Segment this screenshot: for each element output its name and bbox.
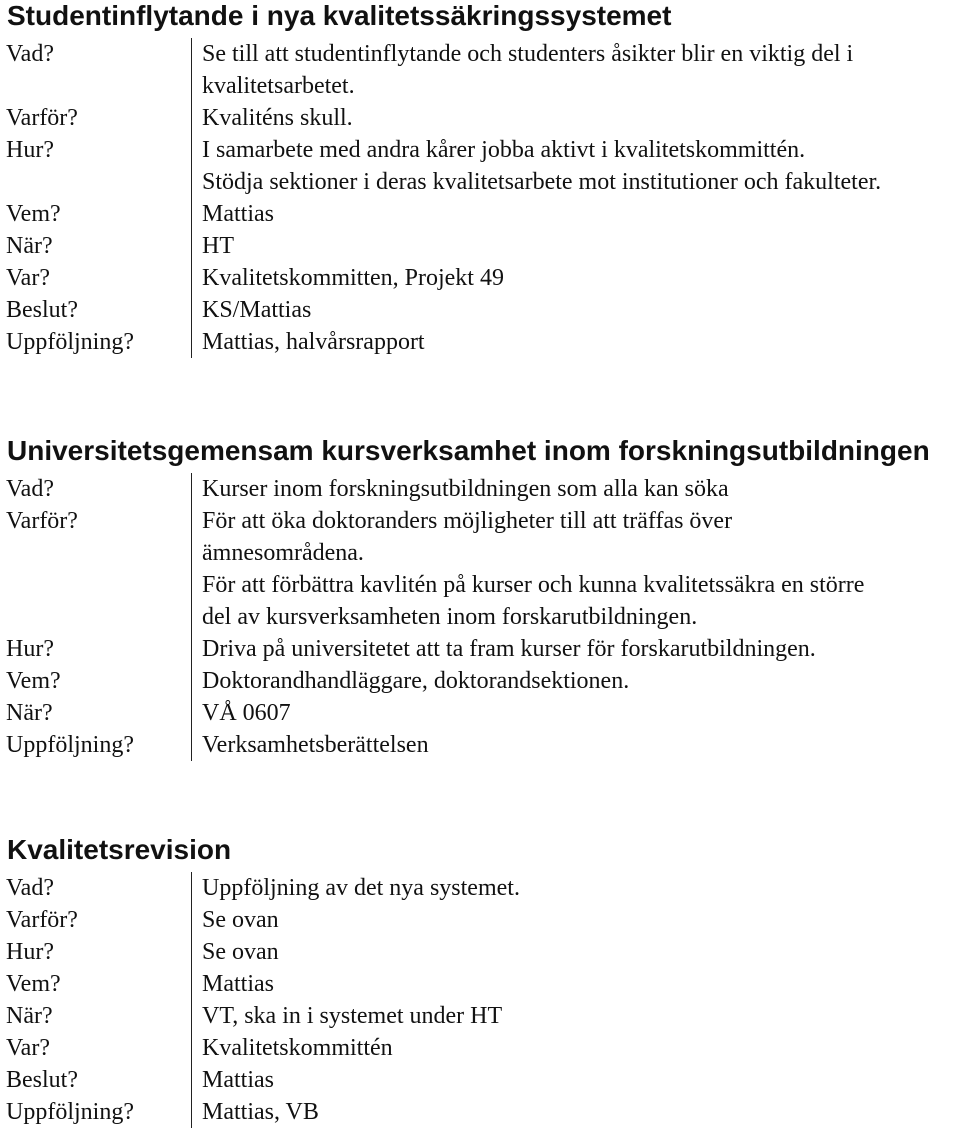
question-list: [0, 38, 960, 358]
value-line: VÅ 0607: [202, 700, 291, 726]
section-kvalitetsrevision: [0, 834, 960, 1128]
row-nar: [0, 230, 960, 262]
row-label: Beslut?: [6, 297, 78, 323]
value-line: Mattias, halvårsrapport: [202, 329, 425, 355]
row-vad: [0, 872, 960, 904]
value-line: Driva på universitetet att ta fram kurser för forskarutbildningen.: [202, 636, 816, 662]
row-label: Hur?: [6, 939, 54, 965]
row-label: När?: [6, 700, 53, 726]
row-value: [191, 1064, 960, 1096]
value-line: Se ovan: [202, 907, 279, 933]
row-label: När?: [6, 233, 53, 259]
section-title: Kvalitetsrevision: [7, 834, 232, 865]
row-hur: [0, 134, 960, 198]
section-studentinflytande: [0, 0, 960, 358]
row-value: [191, 38, 960, 102]
row-value: [191, 665, 960, 697]
row-value: [191, 294, 960, 326]
row-label: Hur?: [6, 636, 54, 662]
row-var: [0, 1032, 960, 1064]
row-label: Uppföljning?: [6, 329, 134, 355]
row-hur: [0, 936, 960, 968]
section-kursverksamhet: [0, 435, 960, 761]
row-value: [191, 1096, 960, 1128]
row-value: [191, 968, 960, 1000]
value-line: ämnesområdena.: [202, 540, 364, 566]
value-line: VT, ska in i systemet under HT: [202, 1003, 503, 1029]
row-label: Vem?: [6, 971, 61, 997]
row-value: [191, 1032, 960, 1064]
section-title: Studentinflytande i nya kvalitetssäkringssystemet: [7, 0, 672, 31]
row-label: Var?: [6, 265, 50, 291]
value-line: Kvaliténs skull.: [202, 105, 353, 131]
value-line: Verksamhetsberättelsen: [202, 732, 429, 758]
row-value: [191, 633, 960, 665]
value-line: Mattias: [202, 971, 274, 997]
value-line: Kvalitetskommittén: [202, 1035, 393, 1061]
value-line: Mattias: [202, 201, 274, 227]
row-value: [191, 262, 960, 294]
row-hur: [0, 633, 960, 665]
question-list: [0, 473, 960, 761]
row-vem: [0, 198, 960, 230]
value-line: Kurser inom forskningsutbildningen som alla kan söka: [202, 476, 729, 502]
row-value: [191, 473, 960, 505]
row-label: Uppföljning?: [6, 732, 134, 758]
row-label: Vad?: [6, 41, 54, 67]
row-label: När?: [6, 1003, 53, 1029]
row-label: Varför?: [6, 907, 78, 933]
row-nar: [0, 1000, 960, 1032]
row-label: Vem?: [6, 668, 61, 694]
value-line: HT: [202, 233, 234, 259]
row-label: Vad?: [6, 875, 54, 901]
value-line: Stödja sektioner i deras kvalitetsarbete mot institutioner och fakulteter.: [202, 169, 882, 195]
value-line: KS/Mattias: [202, 297, 312, 323]
row-vad: [0, 473, 960, 505]
row-beslut: [0, 1064, 960, 1096]
row-var: [0, 262, 960, 294]
question-list: [0, 872, 960, 1128]
row-varfor: [0, 102, 960, 134]
row-value: [191, 198, 960, 230]
row-label: Varför?: [6, 508, 78, 534]
row-value: [191, 697, 960, 729]
row-value: [191, 102, 960, 134]
row-value: [191, 729, 960, 761]
row-nar: [0, 697, 960, 729]
row-uppfoljning: [0, 729, 960, 761]
row-vem: [0, 665, 960, 697]
row-value: [191, 134, 960, 198]
section-title: Universitetsgemensam kursverksamhet inom forskningsutbildningen: [7, 435, 930, 466]
value-line: För att öka doktoranders möjligheter till att träffas över: [202, 508, 733, 534]
row-label: Beslut?: [6, 1067, 78, 1093]
row-vad: [0, 38, 960, 102]
value-line: För att förbättra kavlitén på kurser och kunna kvalitetssäkra en större: [202, 572, 865, 598]
row-varfor: [0, 505, 960, 633]
row-label: Vad?: [6, 476, 54, 502]
row-value: [191, 904, 960, 936]
value-line: Uppföljning av det nya systemet.: [202, 875, 520, 901]
value-line: Doktorandhandläggare, doktorandsektionen.: [202, 668, 630, 694]
value-line: kvalitetsarbetet.: [202, 73, 355, 99]
row-vem: [0, 968, 960, 1000]
row-value: [191, 230, 960, 262]
value-line: Kvalitetskommitten, Projekt 49: [202, 265, 504, 291]
row-value: [191, 326, 960, 358]
row-value: [191, 872, 960, 904]
row-value: [191, 936, 960, 968]
row-label: Var?: [6, 1035, 50, 1061]
value-line: Mattias: [202, 1067, 274, 1093]
row-beslut: [0, 294, 960, 326]
value-line: I samarbete med andra kårer jobba aktivt i kvalitetskommittén.: [202, 137, 806, 163]
value-line: Mattias, VB: [202, 1099, 319, 1125]
row-label: Uppföljning?: [6, 1099, 134, 1125]
value-line: Se till att studentinflytande och studenters åsikter blir en viktig del i: [202, 41, 854, 67]
value-line: del av kursverksamheten inom forskarutbildningen.: [202, 604, 698, 630]
value-line: Se ovan: [202, 939, 279, 965]
row-uppfoljning: [0, 1096, 960, 1128]
row-varfor: [0, 904, 960, 936]
row-uppfoljning: [0, 326, 960, 358]
row-label: Hur?: [6, 137, 54, 163]
row-value: [191, 1000, 960, 1032]
row-label: Varför?: [6, 105, 78, 131]
row-label: Vem?: [6, 201, 61, 227]
row-value: [191, 505, 960, 633]
